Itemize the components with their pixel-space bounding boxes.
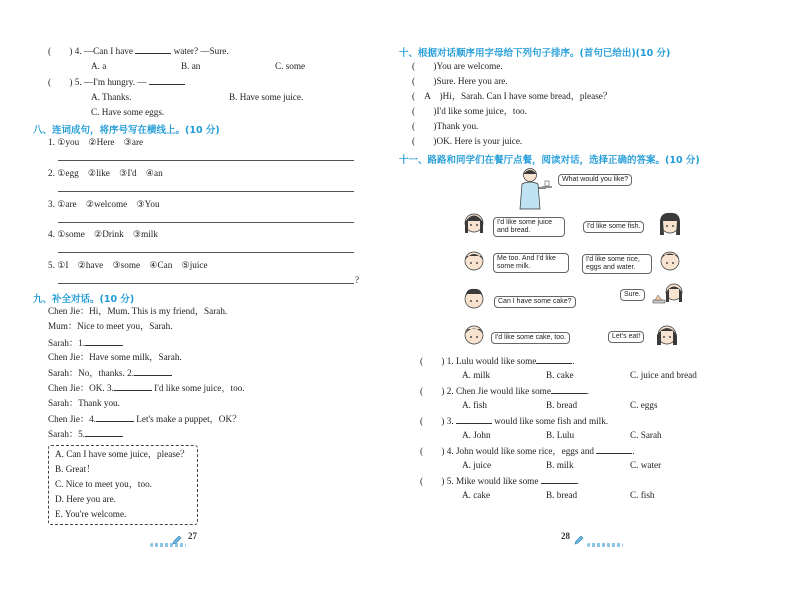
waiter-speech-bubble: What would you like? xyxy=(558,174,632,186)
lulu-speech-bubble: I'd like some juice and bread. xyxy=(493,217,565,237)
option-b: B. an xyxy=(181,61,201,71)
answer-paren[interactable]: ( ) xyxy=(412,136,437,146)
option-b: B. bread xyxy=(546,490,578,500)
pencil-icon xyxy=(172,532,182,550)
girl-2-speech-bubble: I'd like some rice, eggs and water. xyxy=(582,254,652,274)
option-c: C. juice and bread xyxy=(630,370,697,380)
page-ornament xyxy=(587,543,623,547)
option-b: B. milk xyxy=(546,460,574,470)
option-c: C. eggs xyxy=(630,400,658,410)
answer-paren[interactable]: ( ) xyxy=(412,106,437,116)
answer-paren[interactable]: ( ) xyxy=(420,386,445,396)
dialogue-line: Chen Jie：4. Let's make a puppet，OK？ xyxy=(48,414,242,424)
page-number: 27 xyxy=(188,531,197,541)
option-b: B. bread xyxy=(546,400,578,410)
option-c: C. Sarah xyxy=(630,430,662,440)
answer-blank-3[interactable] xyxy=(114,382,152,391)
option-b: B. Have some juice. xyxy=(229,92,304,102)
girl-1-speech-bubble: I'd like some fish. xyxy=(583,221,644,233)
answer-blank-1[interactable] xyxy=(85,337,123,346)
answer-paren[interactable]: ( ) xyxy=(420,416,445,426)
dialogue-line: Sarah：No，thanks. 2. xyxy=(48,367,172,379)
answer-blank[interactable] xyxy=(149,76,185,85)
option-b: B. Lulu xyxy=(546,430,575,440)
mike-speech-bubble: I'd like some cake, too. xyxy=(491,332,570,344)
option-a: A. a xyxy=(91,61,107,71)
question-2: ( ) 2. Chen Jie would like some . xyxy=(420,386,590,396)
girl-1-face xyxy=(657,211,683,244)
waiter-illustration xyxy=(512,166,554,215)
girl-4-speech-bubble: Let's eat! xyxy=(608,331,644,343)
option-d: D. Here you are. xyxy=(55,494,116,504)
john-face xyxy=(462,286,486,317)
answer-blank-2[interactable] xyxy=(134,367,172,376)
mike-face xyxy=(462,322,486,353)
question-5: ( ) 5. Mike would like some . xyxy=(420,476,580,486)
dialogue-line: Chen Jie：Have some milk，Sarah. xyxy=(48,352,182,362)
word-order-item-1: 1. ①you ②Here ③are xyxy=(48,137,144,147)
sort-row: ( )You are welcome. xyxy=(412,61,503,71)
word-order-item-2: 2. ①egg ②like ③I'd ④an xyxy=(48,168,163,178)
sort-row: ( )I'd like some juice，too. xyxy=(412,106,527,116)
option-a: A. cake xyxy=(462,490,491,500)
option-c: C. Nice to meet you，too. xyxy=(55,479,152,489)
section-8-title: 八、连词成句，将序号写在横线上。(10 分) xyxy=(33,125,220,136)
dialogue-line: Sarah：5. xyxy=(48,428,123,440)
sort-row: ( )OK. Here is your juice. xyxy=(412,136,523,146)
girl-3-speech-bubble: Sure. xyxy=(620,289,645,301)
sort-row: ( )Thank you. xyxy=(412,121,479,131)
answer-line-3[interactable] xyxy=(58,222,354,223)
answer-blank[interactable] xyxy=(135,45,171,54)
option-c: C. water xyxy=(630,460,662,470)
girl-3-illustration xyxy=(652,280,686,317)
word-order-item-3: 3. ①are ②welcome ③You xyxy=(48,199,160,209)
section-10-title: 十、根据对话顺序用字母给下列句子排序。(首句已给出)(10 分) xyxy=(399,48,671,59)
answer-paren[interactable]: ( ) xyxy=(412,61,437,71)
question-4: ( ) 4. John would like some rice，eggs and . xyxy=(420,446,635,456)
option-a: A. juice xyxy=(462,460,492,470)
option-a: A. Can I have some juice，please？ xyxy=(55,449,190,459)
question-mark: ? xyxy=(355,275,360,285)
question-3: ( ) 3. would like some fish and milk. xyxy=(420,416,609,426)
option-a: A. fish xyxy=(462,400,488,410)
dialogue-line: Chen Jie：Hi，Mum. This is my friend，Sarah. xyxy=(48,306,228,316)
answer-paren: ( A ) xyxy=(412,91,443,101)
john-speech-bubble: Can I have some cake? xyxy=(494,296,576,308)
page-number: 28 xyxy=(561,531,570,541)
option-a: A. Thanks. xyxy=(91,92,132,102)
answer-paren[interactable]: ( ) xyxy=(48,46,73,56)
answer-blank-4[interactable] xyxy=(96,413,134,422)
boy-2-face xyxy=(657,247,683,280)
answer-line-2[interactable] xyxy=(58,191,354,192)
option-c: C. Have some eggs. xyxy=(91,107,165,117)
answer-paren[interactable]: ( ) xyxy=(420,356,445,366)
pencil-icon xyxy=(574,532,584,550)
answer-paren[interactable]: ( ) xyxy=(420,446,445,456)
girl-4-face xyxy=(654,322,680,355)
option-c: C. some xyxy=(275,61,306,71)
option-a: A. milk xyxy=(462,370,491,380)
answer-paren[interactable]: ( ) xyxy=(412,121,437,131)
answer-line-1[interactable] xyxy=(58,160,354,161)
word-order-item-5: 5. ①I ②have ③some ④Can ⑤juice xyxy=(48,260,208,270)
dialogue-line: Chen Jie：OK. 3. I'd like some juice，too. xyxy=(48,383,245,393)
question-1: ( ) 1. Lulu would like some . xyxy=(420,356,575,366)
sort-row: ( )Sure. Here you are. xyxy=(412,76,508,86)
answer-paren[interactable]: ( ) xyxy=(412,76,437,86)
lulu-face xyxy=(462,211,486,242)
question-4: ( ) 4. —Can I have water? —Sure. xyxy=(48,46,229,56)
option-b: B. cake xyxy=(546,370,574,380)
chen-jie-speech-bubble: Me too. And I'd like some milk. xyxy=(493,253,569,273)
word-order-item-4: 4. ①some ②Drink ③milk xyxy=(48,229,158,239)
answer-paren[interactable]: ( ) xyxy=(420,476,445,486)
dialogue-line: Sarah：1. xyxy=(48,337,123,349)
section-11-title: 十一、路路和同学们在餐厅点餐，阅读对话，选择正确的答案。(10 分) xyxy=(399,155,700,166)
option-a: A. John xyxy=(462,430,491,440)
option-e: E. You're welcome. xyxy=(55,509,127,519)
answer-line-5[interactable] xyxy=(58,283,354,284)
section-9-title: 九、补全对话。(10 分) xyxy=(33,294,135,305)
option-b: B. Great！ xyxy=(55,464,96,474)
question-5: ( ) 5. —I'm hungry. — xyxy=(48,76,185,88)
sort-row: ( A )Hi，Sarah. Can I have some bread，please？ xyxy=(412,91,613,101)
chen-jie-face xyxy=(462,248,486,279)
dialogue-line: Sarah：Thank you. xyxy=(48,398,120,408)
answer-line-4[interactable] xyxy=(58,252,354,253)
dialogue-line: Mum：Nice to meet you，Sarah. xyxy=(48,321,173,331)
option-c: C. fish xyxy=(630,490,655,500)
answer-paren[interactable]: ( ) xyxy=(48,77,73,87)
answer-blank-5[interactable] xyxy=(85,428,123,437)
